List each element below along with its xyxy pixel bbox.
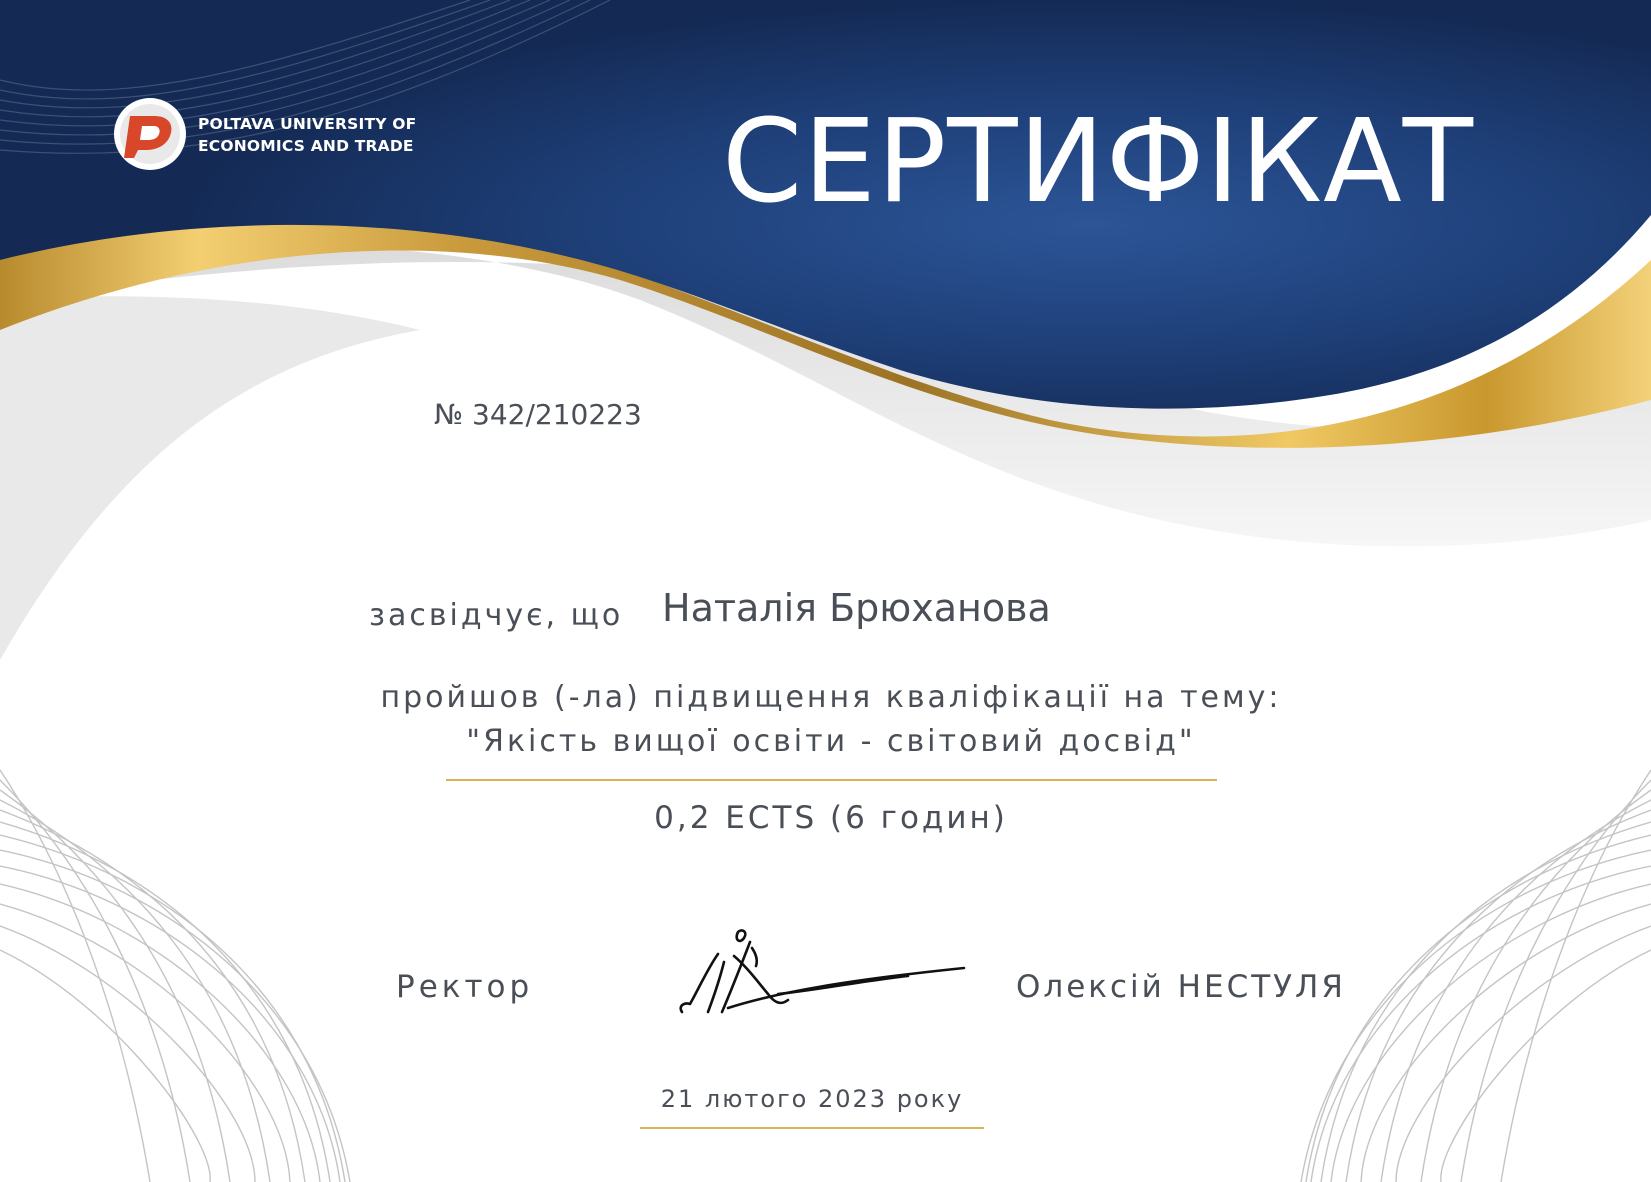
university-name (198, 113, 416, 157)
grey-left-shape (0, 296, 420, 660)
issue-date: 21 лютого 2023 року (660, 1085, 964, 1113)
completed-text: пройшов (-ла) підвищення кваліфікації на тему: (380, 680, 1282, 715)
certifies-text: засвідчує, що (369, 598, 624, 633)
credits-hours: 0,2 ECTS (6 годин) (654, 800, 1008, 836)
university-name-line1: POLTAVA UNIVERSITY OF (198, 115, 417, 133)
course-topic: "Якість вищої освіти - світовий досвід" (466, 724, 1196, 759)
recipient-name: Наталія Брюханова (662, 586, 1051, 630)
certificate-title: СЕРТИФІКАТ (722, 95, 1475, 229)
university-name-line2: ECONOMICS AND TRADE (198, 137, 414, 155)
university-logo (112, 96, 442, 176)
university-logo-icon (112, 96, 188, 172)
rector-signature (668, 920, 968, 1020)
date-underline (640, 1127, 984, 1129)
signatory-position: Ректор (396, 969, 534, 1005)
decorative-lines-bottom-right (1301, 770, 1651, 1182)
certificate-number: № 342/210223 (434, 398, 642, 431)
decorative-lines-bottom-left (0, 770, 350, 1182)
signatory-name: Олексій НЕСТУЛЯ (1016, 969, 1346, 1005)
topic-underline (446, 779, 1217, 781)
